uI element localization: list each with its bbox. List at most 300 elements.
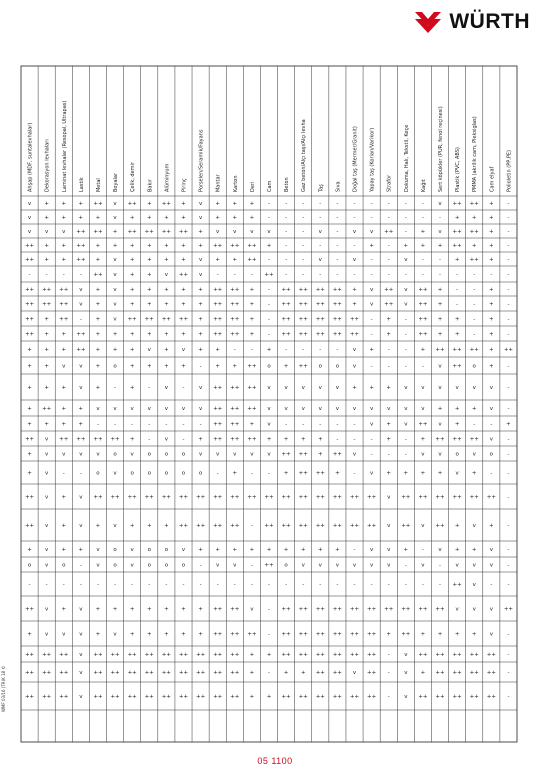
- table-cell: -: [507, 272, 510, 278]
- table-cell: v: [113, 631, 117, 638]
- table-cell: v: [79, 363, 83, 370]
- table-cell: -: [353, 201, 356, 207]
- table-cell: ++: [332, 451, 343, 458]
- table-cell: ++: [315, 494, 325, 501]
- table-cell: -: [199, 562, 202, 569]
- table-cell: v: [421, 451, 425, 458]
- table-cell: ++: [298, 301, 308, 308]
- table-cell: ++: [230, 287, 240, 293]
- table-cell: +: [454, 406, 460, 412]
- table-cell: -: [336, 272, 339, 278]
- table-cell: -: [507, 523, 510, 529]
- table-cell: -: [131, 421, 134, 428]
- table-cell: ++: [24, 523, 35, 529]
- table-cell: +: [232, 363, 238, 370]
- table-cell: -: [473, 331, 476, 338]
- table-cell: +: [95, 631, 101, 638]
- column-header: Lastik: [78, 177, 85, 192]
- table-cell: o: [164, 562, 169, 569]
- table-cell: ++: [452, 670, 462, 676]
- table-cell: +: [44, 421, 49, 428]
- table-cell: ++: [418, 694, 428, 700]
- table-cell: v: [404, 287, 408, 293]
- table-cell: -: [507, 582, 510, 588]
- table-cell: -: [490, 421, 493, 428]
- column-header: Pirinç: [181, 178, 188, 192]
- table-cell: ++: [452, 347, 462, 353]
- table-cell: +: [283, 363, 289, 370]
- column-header: Beton: [284, 177, 291, 192]
- table-cell: v: [96, 406, 100, 412]
- table-cell: -: [404, 201, 407, 207]
- table-cell: +: [181, 631, 186, 638]
- table-cell: v: [62, 451, 66, 458]
- table-cell: +: [283, 670, 289, 676]
- table-cell: ++: [298, 494, 308, 501]
- table-cell: +: [95, 257, 101, 263]
- table-cell: ++: [213, 523, 223, 529]
- table-cell: +: [181, 363, 186, 370]
- page-footer-code: 05 1100: [257, 756, 293, 766]
- table-cell: -: [216, 272, 219, 278]
- table-cell: +: [437, 331, 443, 338]
- table-cell: +: [369, 347, 374, 353]
- table-cell: v: [352, 451, 357, 458]
- table-cell: ++: [298, 287, 308, 293]
- table-cell: +: [27, 406, 32, 412]
- table-cell: +: [61, 243, 67, 249]
- column-header: Alüminyum: [164, 163, 171, 192]
- table-cell: +: [146, 331, 152, 338]
- table-cell: ++: [230, 694, 240, 700]
- table-cell: v: [113, 215, 117, 221]
- table-cell: -: [353, 436, 356, 443]
- table-cell: ++: [59, 694, 69, 700]
- table-cell: ++: [332, 670, 343, 676]
- table-cell: +: [283, 436, 289, 443]
- table-cell: +: [489, 523, 494, 529]
- table-cell: ++: [247, 243, 257, 249]
- table-cell: -: [285, 215, 288, 221]
- table-cell: ++: [486, 494, 496, 501]
- table-cell: v: [352, 562, 357, 569]
- table-cell: -: [387, 272, 390, 278]
- table-cell: v: [79, 523, 83, 529]
- table-cell: -: [353, 215, 356, 221]
- table-cell: +: [489, 229, 494, 235]
- table-cell: -: [302, 229, 305, 235]
- table-cell: ++: [59, 287, 69, 293]
- table-cell: v: [335, 562, 340, 569]
- table-cell: +: [198, 547, 203, 553]
- table-cell: v: [489, 547, 493, 553]
- table-cell: +: [352, 301, 357, 308]
- table-cell: v: [45, 606, 49, 613]
- table-cell: -: [490, 582, 493, 588]
- table-cell: ++: [349, 523, 360, 529]
- table-cell: +: [489, 201, 494, 207]
- table-cell: ++: [24, 494, 35, 501]
- table-cell: -: [96, 582, 99, 588]
- table-cell: ++: [332, 652, 343, 658]
- table-cell: ++: [110, 494, 120, 501]
- table-cell: ++: [93, 229, 103, 235]
- column-header: Plastik (PVC, ABS): [455, 147, 462, 192]
- table-cell: -: [285, 272, 288, 278]
- table-cell: v: [27, 201, 32, 207]
- table-cell: v: [489, 606, 493, 613]
- table-cell: +: [61, 523, 67, 529]
- table-cell: ++: [247, 385, 257, 391]
- table-cell: +: [129, 436, 135, 443]
- table-cell: ++: [315, 652, 325, 658]
- column-header: Cam: [267, 180, 273, 192]
- table-cell: ++: [332, 606, 343, 613]
- table-cell: +: [266, 243, 272, 249]
- table-cell: ++: [281, 451, 291, 458]
- table-cell: ++: [24, 652, 35, 658]
- table-cell: +: [95, 287, 101, 293]
- table-cell: -: [28, 272, 31, 278]
- table-cell: v: [489, 436, 493, 443]
- table-cell: v: [455, 606, 459, 613]
- table-cell: +: [95, 606, 101, 613]
- table-cell: +: [78, 201, 84, 207]
- table-cell: -: [387, 694, 390, 700]
- table-cell: ++: [349, 652, 360, 658]
- table-cell: +: [112, 606, 118, 613]
- table-cell: -: [268, 215, 270, 221]
- table-cell: +: [198, 301, 203, 308]
- table-cell: v: [369, 562, 374, 569]
- table-cell: +: [300, 670, 306, 676]
- table-cell: o: [284, 562, 288, 569]
- table-cell: v: [164, 436, 169, 443]
- table-cell: -: [302, 347, 305, 353]
- table-cell: v: [79, 670, 83, 676]
- table-cell: -: [336, 347, 339, 353]
- table-cell: ++: [161, 494, 171, 501]
- table-cell: ++: [230, 331, 240, 338]
- table-cell: v: [352, 229, 357, 235]
- table-cell: -: [387, 201, 390, 207]
- table-cell: +: [437, 243, 443, 249]
- table-cell: o: [318, 363, 322, 370]
- table-cell: v: [404, 301, 408, 308]
- table-cell: +: [437, 316, 443, 323]
- table-cell: ++: [161, 201, 171, 207]
- table-cell: ++: [349, 494, 360, 501]
- table-cell: +: [112, 243, 118, 249]
- table-cell: -: [28, 582, 31, 588]
- table-cell: v: [421, 385, 425, 391]
- table-cell: -: [353, 470, 356, 477]
- table-cell: ++: [264, 523, 274, 529]
- table-cell: v: [489, 385, 493, 391]
- table-cell: ++: [59, 652, 69, 658]
- table-cell: v: [438, 547, 442, 553]
- table-cell: -: [285, 257, 288, 263]
- column-header: Kağıt: [420, 179, 427, 192]
- column-header: Sıva: [335, 181, 342, 192]
- table-cell: -: [62, 272, 65, 278]
- table-cell: +: [266, 436, 272, 443]
- table-cell: ++: [213, 436, 223, 443]
- table-cell: ++: [42, 287, 52, 293]
- table-cell: ++: [315, 523, 325, 529]
- table-cell: -: [507, 316, 510, 323]
- table-cell: ++: [367, 652, 377, 658]
- table-cell: +: [146, 631, 152, 638]
- table-cell: v: [318, 257, 322, 263]
- table-cell: v: [79, 652, 83, 658]
- table-cell: o: [62, 562, 66, 569]
- table-cell: +: [44, 201, 49, 207]
- table-cell: ++: [24, 243, 35, 249]
- table-cell: ++: [315, 606, 325, 613]
- table-cell: -: [319, 243, 322, 249]
- table-cell: ++: [349, 331, 360, 338]
- table-cell: ++: [435, 670, 445, 676]
- table-cell: v: [387, 523, 391, 529]
- table-cell: v: [250, 606, 254, 613]
- table-cell: ++: [469, 229, 479, 235]
- table-cell: -: [268, 606, 270, 613]
- table-cell: -: [507, 652, 510, 658]
- table-cell: -: [250, 523, 253, 529]
- table-cell: ++: [281, 331, 291, 338]
- table-cell: v: [489, 631, 493, 638]
- table-cell: ++: [93, 201, 103, 207]
- table-cell: v: [79, 694, 83, 700]
- table-cell: v: [233, 229, 237, 235]
- table-cell: v: [130, 562, 134, 569]
- table-cell: +: [215, 201, 220, 207]
- table-cell: +: [352, 287, 357, 293]
- table-cell: +: [283, 547, 289, 553]
- table-cell: +: [129, 385, 135, 391]
- table-cell: o: [181, 451, 186, 458]
- table-cell: ++: [230, 523, 240, 529]
- table-cell: ++: [213, 331, 223, 338]
- table-cell: v: [267, 451, 271, 458]
- table-cell: -: [268, 201, 270, 207]
- table-cell: -: [507, 331, 510, 338]
- table-cell: +: [489, 347, 494, 353]
- table-cell: ++: [452, 243, 462, 249]
- table-cell: ++: [452, 229, 462, 235]
- table-cell: v: [369, 229, 374, 235]
- table-cell: -: [507, 385, 510, 391]
- table-cell: v: [455, 562, 459, 569]
- table-cell: -: [336, 243, 339, 249]
- table-cell: v: [113, 470, 117, 477]
- table-cell: -: [507, 201, 510, 207]
- table-cell: +: [61, 406, 67, 412]
- table-cell: -: [507, 215, 510, 221]
- table-cell: +: [454, 547, 460, 553]
- table-cell: ++: [59, 316, 69, 323]
- table-cell: v: [335, 406, 340, 412]
- table-cell: -: [370, 331, 373, 338]
- table-cell: v: [113, 257, 117, 263]
- table-cell: ++: [127, 229, 137, 235]
- table-cell: +: [198, 606, 203, 613]
- table-cell: ++: [435, 494, 445, 501]
- table-cell: ++: [452, 652, 462, 658]
- table-cell: +: [44, 257, 49, 263]
- table-cell: v: [404, 385, 408, 391]
- table-cell: +: [78, 215, 84, 221]
- table-cell: -: [336, 215, 339, 221]
- table-cell: -: [370, 436, 373, 443]
- table-cell: ++: [178, 229, 189, 235]
- table-cell: +: [420, 436, 426, 443]
- table-cell: -: [353, 272, 356, 278]
- table-cell: -: [268, 582, 270, 588]
- table-cell: v: [62, 229, 66, 235]
- table-cell: -: [421, 582, 424, 588]
- table-cell: o: [96, 470, 100, 477]
- table-cell: o: [113, 562, 117, 569]
- table-cell: +: [369, 385, 374, 391]
- table-cell: -: [421, 257, 424, 263]
- table-cell: +: [489, 363, 494, 370]
- table-cell: ++: [42, 670, 52, 676]
- column-header: Taş: [318, 184, 325, 192]
- table-cell: ++: [24, 436, 35, 443]
- table-cell: v: [352, 406, 357, 412]
- table-cell: -: [268, 257, 270, 263]
- table-cell: +: [437, 631, 443, 638]
- table-cell: +: [27, 547, 32, 553]
- table-cell: +: [249, 301, 255, 308]
- table-cell: ++: [213, 652, 223, 658]
- table-cell: v: [198, 406, 203, 412]
- table-cell: +: [266, 547, 272, 553]
- table-cell: +: [283, 470, 289, 477]
- table-cell: -: [148, 385, 151, 391]
- column-header: Polioletin (PP,PE): [506, 149, 513, 192]
- table-cell: +: [61, 606, 67, 613]
- table-cell: ++: [486, 652, 496, 658]
- table-cell: +: [454, 631, 460, 638]
- table-cell: ++: [195, 523, 206, 529]
- table-cell: v: [198, 201, 203, 207]
- table-cell: -: [404, 331, 407, 338]
- table-cell: +: [318, 547, 323, 553]
- column-header: Strafor: [386, 174, 393, 192]
- table-cell: ++: [213, 631, 223, 638]
- table-cell: +: [352, 385, 357, 391]
- table-cell: v: [352, 257, 357, 263]
- table-cell: ++: [452, 694, 462, 700]
- table-cell: +: [437, 301, 443, 308]
- table-cell: +: [198, 316, 203, 323]
- table-cell: +: [95, 347, 101, 353]
- table-cell: o: [27, 562, 32, 569]
- table-cell: v: [267, 421, 271, 428]
- table-cell: -: [302, 421, 305, 428]
- table-cell: -: [490, 470, 493, 477]
- table-cell: ++: [230, 436, 240, 443]
- table-cell: ++: [161, 316, 171, 323]
- table-cell: -: [507, 670, 510, 676]
- table-cell: +: [95, 331, 101, 338]
- table-cell: -: [387, 243, 390, 249]
- table-cell: +: [95, 316, 101, 323]
- table-cell: -: [387, 451, 390, 458]
- column-header: Çelik, demir: [130, 162, 137, 192]
- table-cell: +: [146, 243, 152, 249]
- table-cell: +: [129, 606, 135, 613]
- table-cell: ++: [178, 670, 189, 676]
- table-cell: v: [113, 272, 117, 278]
- table-cell: -: [507, 363, 510, 370]
- table-cell: ++: [486, 694, 496, 700]
- table-cell: v: [79, 385, 83, 391]
- table-cell: -: [285, 201, 288, 207]
- column-header: PMMA (akrilik cam, Pleksiglas): [472, 116, 479, 192]
- table-cell: ++: [59, 436, 69, 443]
- table-cell: v: [404, 694, 408, 700]
- table-cell: +: [61, 347, 67, 353]
- table-cell: v: [233, 562, 237, 569]
- table-cell: ++: [315, 301, 325, 308]
- table-cell: v: [472, 385, 476, 391]
- table-cell: +: [112, 347, 118, 353]
- table-cell: +: [95, 243, 101, 249]
- table-cell: v: [438, 451, 442, 458]
- table-cell: v: [352, 347, 357, 353]
- table-cell: v: [438, 385, 442, 391]
- table-cell: ++: [24, 670, 35, 676]
- table-cell: -: [182, 436, 185, 443]
- table-cell: ++: [230, 631, 240, 638]
- table-cell: -: [199, 363, 202, 370]
- table-cell: +: [454, 316, 460, 323]
- table-cell: v: [352, 363, 357, 370]
- table-cell: ++: [435, 694, 445, 700]
- table-cell: +: [437, 287, 443, 293]
- column-header: Karton: [232, 175, 239, 192]
- table-cell: ++: [367, 523, 377, 529]
- table-cell: -: [114, 582, 117, 588]
- table-cell: v: [369, 470, 374, 477]
- table-cell: v: [181, 406, 186, 412]
- table-cell: -: [319, 582, 322, 588]
- table-cell: v: [62, 363, 66, 370]
- table-cell: +: [198, 287, 203, 293]
- table-cell: ++: [42, 406, 52, 412]
- table-cell: -: [302, 582, 305, 588]
- table-cell: v: [369, 287, 374, 293]
- table-cell: ++: [24, 606, 35, 613]
- table-cell: ++: [127, 694, 137, 700]
- table-cell: -: [353, 421, 356, 428]
- table-cell: -: [387, 582, 390, 588]
- table-cell: -: [216, 470, 219, 477]
- table-cell: -: [199, 421, 202, 428]
- table-cell: v: [387, 547, 391, 553]
- table-cell: ++: [247, 406, 257, 412]
- table-cell: ++: [230, 406, 240, 412]
- table-cell: +: [112, 229, 118, 235]
- table-cell: +: [403, 243, 409, 249]
- table-cell: ++: [315, 331, 325, 338]
- table-cell: ++: [144, 494, 154, 501]
- table-cell: ++: [349, 694, 360, 700]
